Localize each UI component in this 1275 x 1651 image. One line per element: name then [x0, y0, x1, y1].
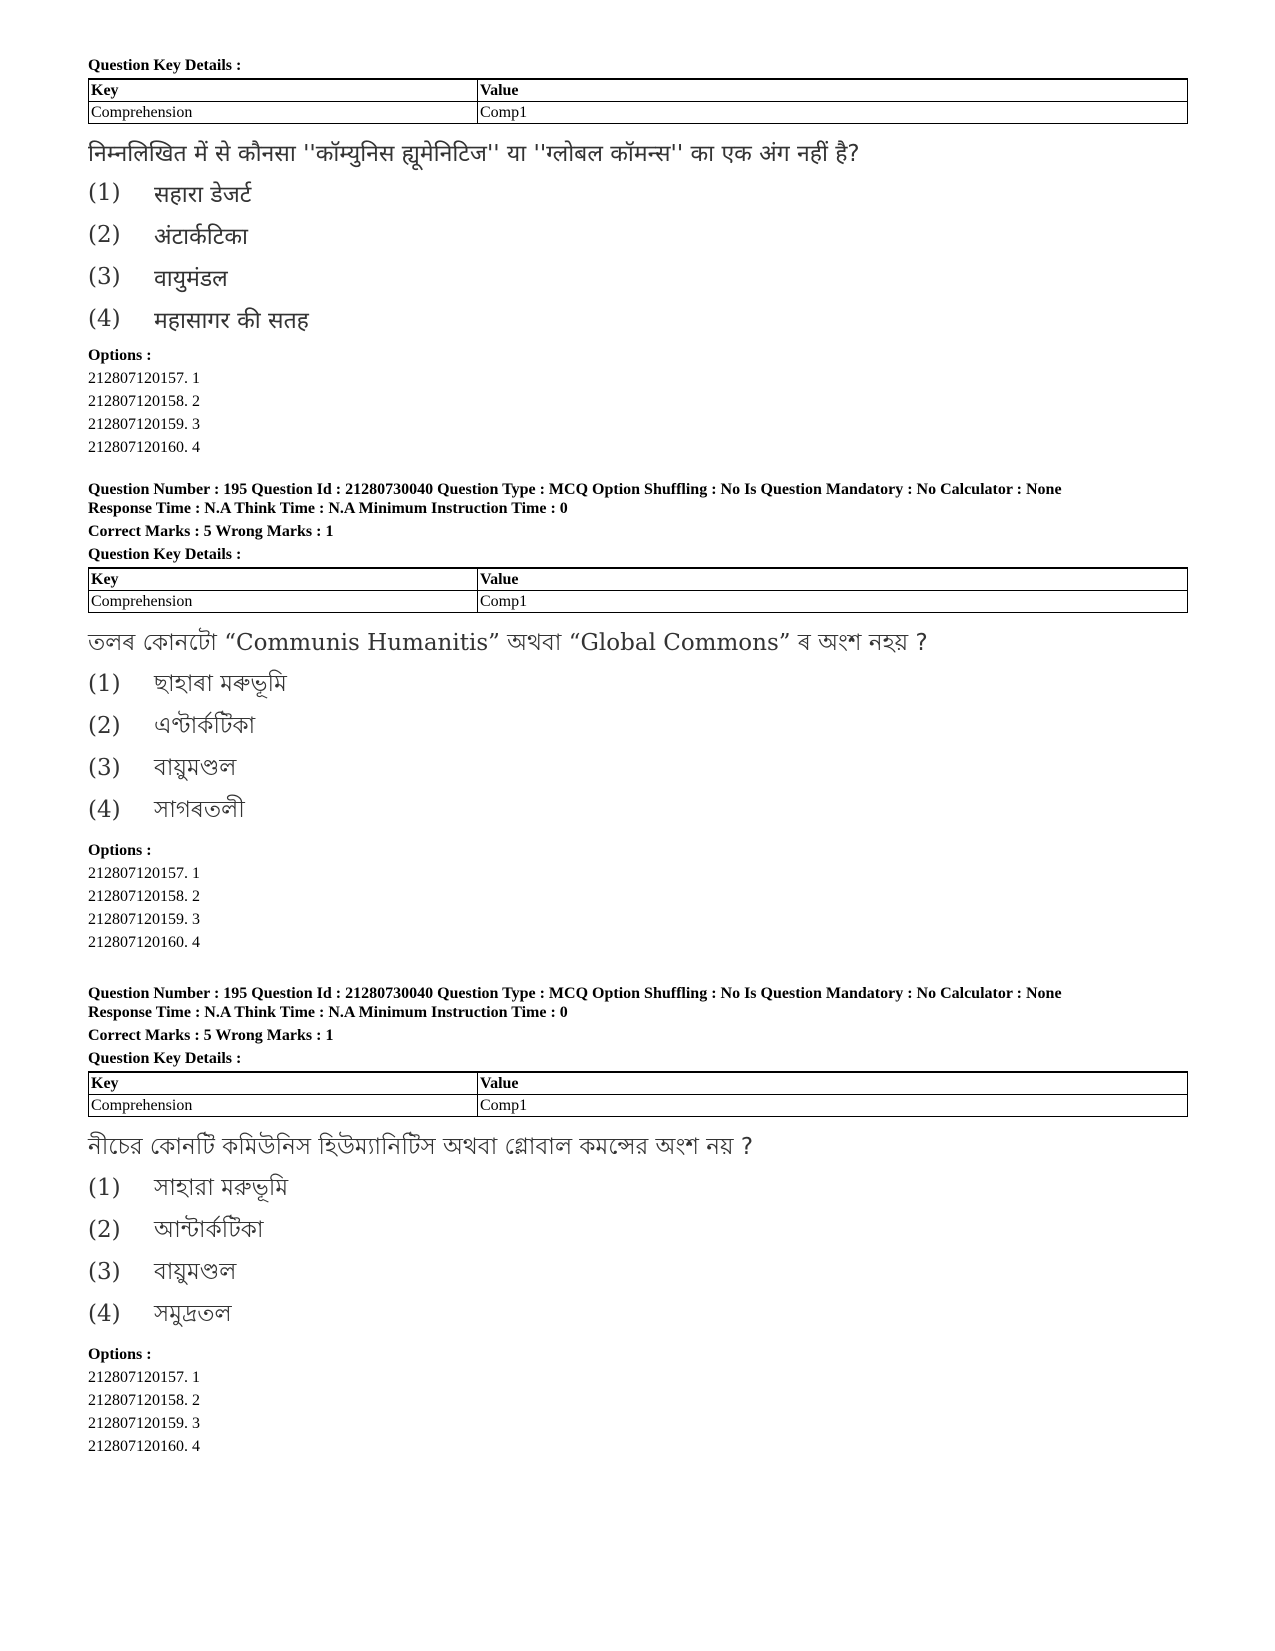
choice-text: সাহারা মরুভূমি [154, 1174, 289, 1201]
option-id: 212807120159. 3 [88, 1415, 200, 1432]
question-text: निम्नलिखित में से कौनसा ''कॉम्युनिस ह्यूमेनिटिज'' या ''ग्लोबल कॉमन्स'' का एक अंग नहीं है? [88, 141, 860, 167]
choice-item [88, 705, 1188, 747]
choice-number: (3) [88, 755, 121, 781]
choice-number: (1) [88, 1175, 121, 1201]
choice-number: (2) [88, 713, 121, 739]
table-row [89, 102, 1188, 124]
question-meta-line-2: Response Time : N.A Think Time : N.A Minimum Instruction Time : 0 [88, 1004, 568, 1021]
choice-text: এণ্টাৰ্কটিকা [154, 712, 256, 739]
choice-text: सहारा डेजर्ट [154, 182, 252, 208]
choice-text: সাগৰতলী [154, 796, 245, 823]
question-text-term: “Global Commons” [568, 630, 791, 656]
question-text-part: ৰ অংশ নহয় ? [790, 630, 928, 656]
choice-item [88, 1251, 1188, 1293]
question-text [88, 627, 1188, 659]
options-list [88, 839, 1188, 954]
key-cell: Comprehension [89, 1095, 478, 1117]
key-details-table [88, 567, 1188, 613]
option-id: 212807120160. 4 [88, 934, 200, 951]
option-id: 212807120158. 2 [88, 888, 200, 905]
value-header: Value [478, 1072, 1188, 1095]
table-header-row [89, 1072, 1188, 1095]
question-block-2 [88, 480, 1188, 954]
choice-number: (3) [88, 264, 121, 290]
choice-list [88, 663, 1188, 831]
choice-item [88, 172, 1188, 214]
choice-text: সমুদ্রতল [154, 1300, 232, 1327]
choice-list [88, 1167, 1188, 1335]
key-header: Key [89, 1072, 478, 1095]
table-row [89, 591, 1188, 613]
value-cell: Comp1 [478, 591, 1188, 613]
key-cell: Comprehension [89, 591, 478, 613]
key-details-label: Question Key Details : [88, 546, 242, 563]
option-id: 212807120160. 4 [88, 1438, 200, 1455]
choice-text: वायुमंडल [154, 266, 228, 292]
choice-item [88, 747, 1188, 789]
choice-text: अंटार्कटिका [154, 224, 248, 250]
option-id: 212807120157. 1 [88, 1369, 200, 1386]
choice-number: (2) [88, 222, 121, 248]
choice-text: বায়ুমণ্ডল [154, 754, 237, 781]
choice-number: (4) [88, 306, 121, 332]
key-details-table [88, 1071, 1188, 1117]
choice-item [88, 214, 1188, 256]
choice-number: (1) [88, 671, 121, 697]
question-meta-line: Question Number : 195 Question Id : 21280730040 Question Type : MCQ Option Shuffling : No Is Question Mandatory : No Calculator : None [88, 481, 1062, 498]
option-id: 212807120160. 4 [88, 439, 200, 456]
choice-number: (1) [88, 180, 121, 206]
question-block-3 [88, 984, 1188, 1458]
option-id: 212807120158. 2 [88, 393, 200, 410]
options-list [88, 344, 1188, 459]
choice-number: (4) [88, 797, 121, 823]
question-block-1 [88, 56, 1188, 459]
table-row [89, 1095, 1188, 1117]
options-label: Options : [88, 1346, 152, 1363]
value-cell: Comp1 [478, 1095, 1188, 1117]
key-details-label: Question Key Details : [88, 1050, 242, 1067]
table-header-row [89, 79, 1188, 102]
choice-text: আন্টার্কটিকা [154, 1216, 264, 1243]
value-cell: Comp1 [478, 102, 1188, 124]
choice-item [88, 1293, 1188, 1335]
question-meta-line-2: Response Time : N.A Think Time : N.A Minimum Instruction Time : 0 [88, 500, 568, 517]
choice-item [88, 298, 1188, 340]
marks-line: Correct Marks : 5 Wrong Marks : 1 [88, 523, 334, 540]
choice-text: ছাহাৰা মৰুভূমি [154, 670, 287, 697]
options-label: Options : [88, 347, 152, 364]
value-header: Value [478, 79, 1188, 102]
question-text-part: অথবা [499, 630, 569, 656]
key-header: Key [89, 568, 478, 591]
key-header: Key [89, 79, 478, 102]
question-text: নীচের কোনটি কমিউনিস হিউম্যানিটিস অথবা গ্লোবাল কমন্সের অংশ নয় ? [88, 1134, 754, 1160]
key-details-label: Question Key Details : [88, 57, 242, 74]
choice-list [88, 172, 1188, 340]
value-header: Value [478, 568, 1188, 591]
question-meta-line: Question Number : 195 Question Id : 21280730040 Question Type : MCQ Option Shuffling : No Is Question Mandatory : No Calculator : None [88, 985, 1062, 1002]
choice-item [88, 663, 1188, 705]
option-id: 212807120159. 3 [88, 911, 200, 928]
option-id: 212807120157. 1 [88, 865, 200, 882]
option-id: 212807120159. 3 [88, 416, 200, 433]
key-cell: Comprehension [89, 102, 478, 124]
question-text-part: তলৰ কোনটো [88, 630, 225, 656]
options-label: Options : [88, 842, 152, 859]
choice-number: (3) [88, 1259, 121, 1285]
options-list [88, 1343, 1188, 1458]
key-details-table [88, 78, 1188, 124]
choice-number: (4) [88, 1301, 121, 1327]
choice-number: (2) [88, 1217, 121, 1243]
choice-text: বায়ুমণ্ডল [154, 1258, 237, 1285]
choice-text: महासागर की सतह [154, 308, 309, 334]
question-text-term: “Communis Humanitis” [224, 630, 500, 656]
choice-item [88, 789, 1188, 831]
table-header-row [89, 568, 1188, 591]
option-id: 212807120158. 2 [88, 1392, 200, 1409]
choice-item [88, 256, 1188, 298]
marks-line: Correct Marks : 5 Wrong Marks : 1 [88, 1027, 334, 1044]
option-id: 212807120157. 1 [88, 370, 200, 387]
choice-item [88, 1167, 1188, 1209]
choice-item [88, 1209, 1188, 1251]
